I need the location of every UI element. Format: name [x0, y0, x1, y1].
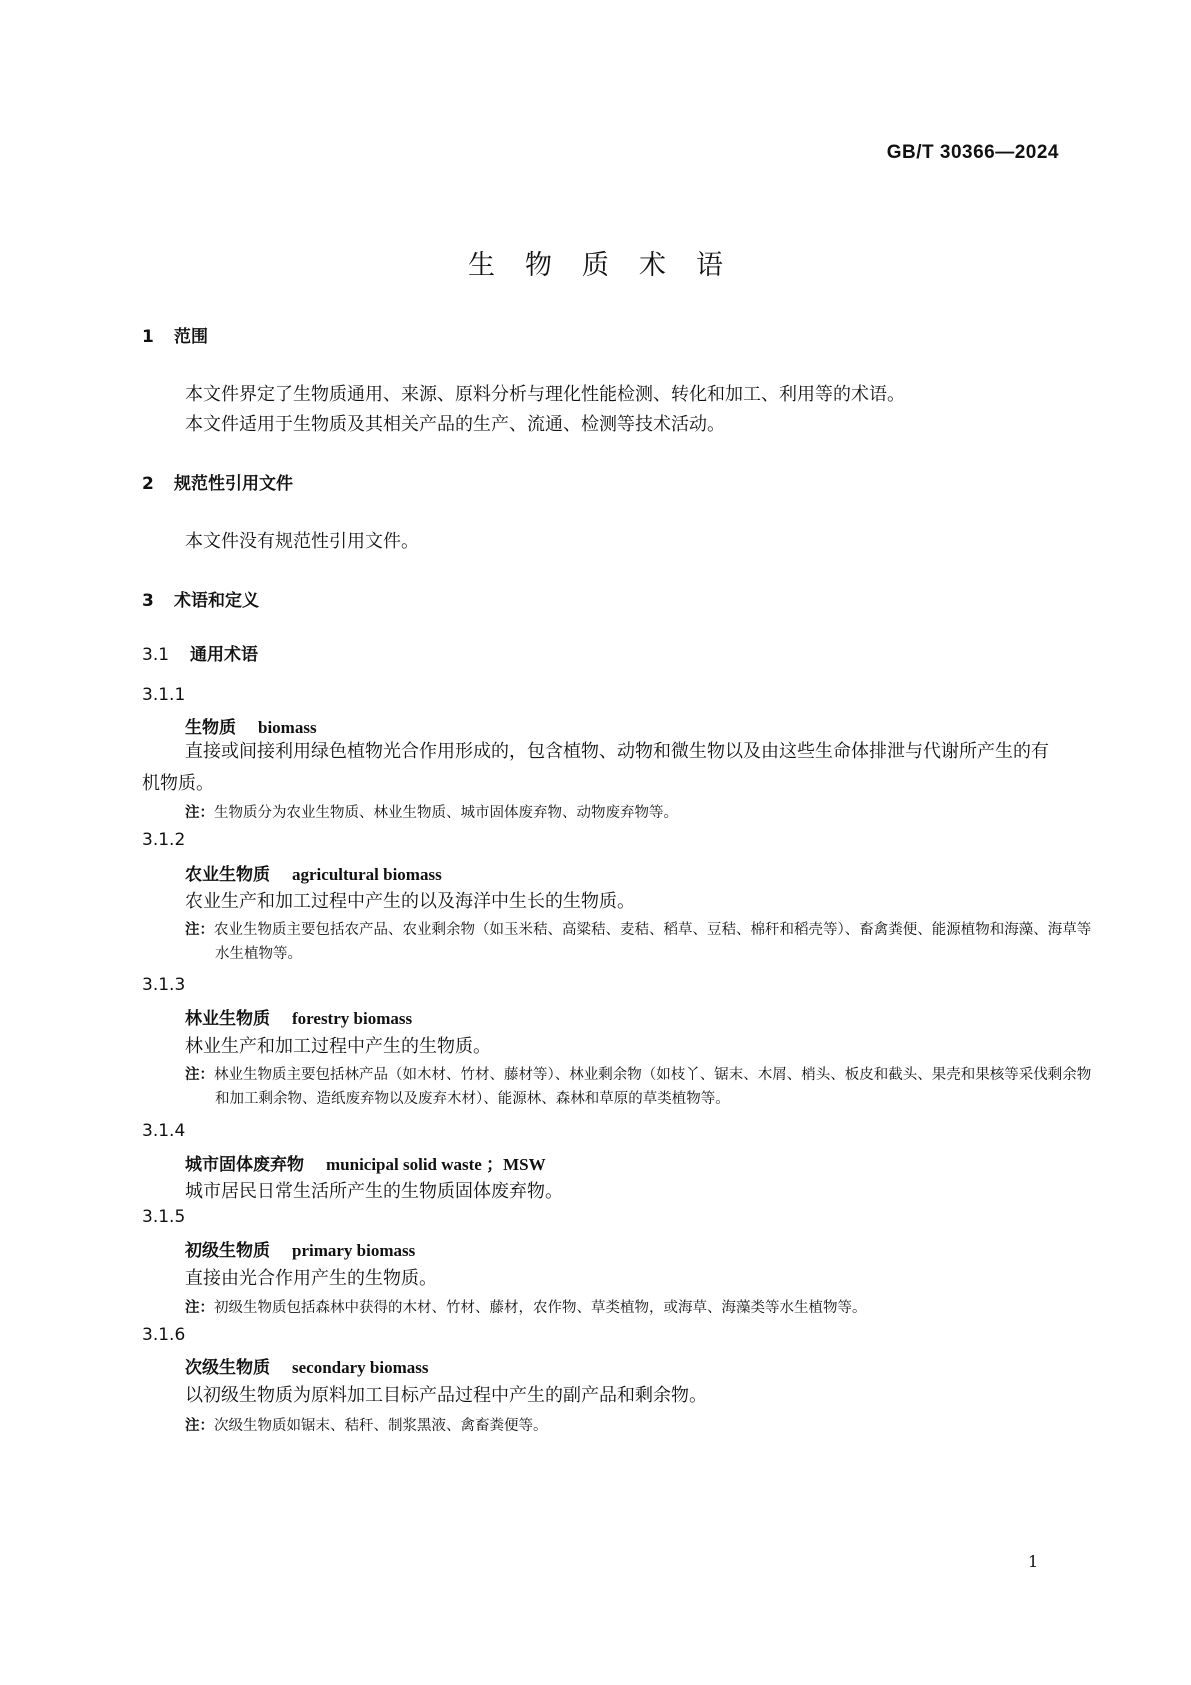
term-entry	[185, 1150, 546, 1175]
note-text: 生物质分为农业生物质、林业生物质、城市固体废弃物、动物废弃物等。	[214, 805, 678, 821]
paragraph: 本文件适用于生物质及其相关产品的生产、流通、检测等技术活动。	[185, 414, 725, 435]
section-number: 2	[142, 474, 154, 494]
term-en: municipal solid waste ；MSW	[326, 1155, 546, 1174]
note-label: 注：	[185, 805, 214, 821]
section-number: 3.1	[142, 645, 170, 665]
note-text: 农业生物质主要包括农产品、农业剩余物（如玉米秸、高粱秸、麦秸、稻草、豆秸、棉秆和稻壳等）、畜禽粪便、能源植物和海藻、海草等水生植物等。	[214, 922, 1092, 962]
term-zh: 林业生物质	[185, 1009, 270, 1029]
term-en: forestry biomass	[292, 1009, 413, 1028]
section-3-1-heading	[142, 640, 258, 665]
term-definition: 以初级生物质为原料加工目标产品过程中产生的副产品和剩余物。	[185, 1385, 707, 1406]
term-number: 3.1.2	[142, 830, 186, 850]
term-note	[185, 1296, 1095, 1320]
term-note	[185, 1414, 1095, 1438]
term-number: 3.1.4	[142, 1121, 186, 1141]
page-number: 1	[1028, 1552, 1039, 1571]
term-zh: 农业生物质	[185, 865, 270, 885]
term-number: 3.1.5	[142, 1207, 186, 1227]
section-number: 1	[142, 327, 154, 347]
term-en: secondary biomass	[292, 1358, 429, 1377]
term-number: 3.1.1	[142, 685, 186, 705]
term-zh: 次级生物质	[185, 1358, 270, 1378]
section-1-heading	[142, 322, 208, 347]
term-definition: 直接或间接利用绿色植物光合作用形成的，包含植物、动物和微生物以及由这些生命体排泄与代谢所产生的有机物质。	[142, 741, 1049, 794]
term-entry	[185, 1236, 415, 1261]
section-title: 范围	[174, 327, 208, 347]
note-label: 注：	[185, 1067, 214, 1083]
section-title: 通用术语	[190, 645, 258, 665]
page-title: 生物质术语	[468, 250, 753, 281]
term-note	[185, 918, 1095, 966]
term-note	[185, 801, 1095, 825]
paragraph: 本文件界定了生物质通用、来源、原料分析与理化性能检测、转化和加工、利用等的术语。	[185, 384, 905, 405]
term-entry	[185, 1004, 412, 1029]
term-entry	[185, 860, 442, 885]
term-definition: 直接由光合作用产生的生物质。	[185, 1268, 437, 1289]
section-title: 术语和定义	[174, 591, 259, 611]
note-label: 注：	[185, 1300, 214, 1316]
term-en: agricultural biomass	[292, 865, 442, 884]
term-definition: 林业生产和加工过程中产生的生物质。	[185, 1036, 491, 1057]
note-text: 初级生物质包括森林中获得的木材、竹材、藤材，农作物、草类植物，或海草、海藻类等水生植物等。	[214, 1300, 867, 1316]
term-definition: 城市居民日常生活所产生的生物质固体废弃物。	[185, 1181, 563, 1202]
term-zh: 生物质	[185, 718, 236, 738]
section-title: 规范性引用文件	[174, 474, 293, 494]
term-definition: 农业生产和加工过程中产生的以及海洋中生长的生物质。	[185, 891, 635, 912]
note-label: 注：	[185, 922, 214, 938]
term-number: 3.1.6	[142, 1325, 186, 1345]
term-note	[185, 1063, 1095, 1111]
section-2-heading	[142, 469, 293, 494]
term-entry	[185, 713, 317, 738]
term-zh: 初级生物质	[185, 1241, 270, 1261]
term-en: primary biomass	[292, 1241, 416, 1260]
section-3-heading	[142, 586, 259, 611]
note-text: 林业生物质主要包括林产品（如木材、竹材、藤材等）、林业剩余物（如枝丫、锯末、木屑、梢头、板皮和截头、果壳和果核等采伐剩余物和加工剩余物、造纸废弃物以及废弃木材）、能源林、森林和草原的草类植物等。	[214, 1067, 1092, 1107]
term-number: 3.1.3	[142, 975, 186, 995]
note-text: 次级生物质如锯末、秸秆、制浆黑液、禽畜粪便等。	[214, 1418, 548, 1434]
term-en: biomass	[258, 718, 317, 737]
paragraph: 本文件没有规范性引用文件。	[185, 531, 419, 552]
term-zh: 城市固体废弃物	[185, 1155, 304, 1175]
section-number: 3	[142, 591, 154, 611]
note-label: 注：	[185, 1418, 214, 1434]
term-entry	[185, 1353, 428, 1378]
standard-code: GB/T 30366—2024	[886, 142, 1059, 163]
